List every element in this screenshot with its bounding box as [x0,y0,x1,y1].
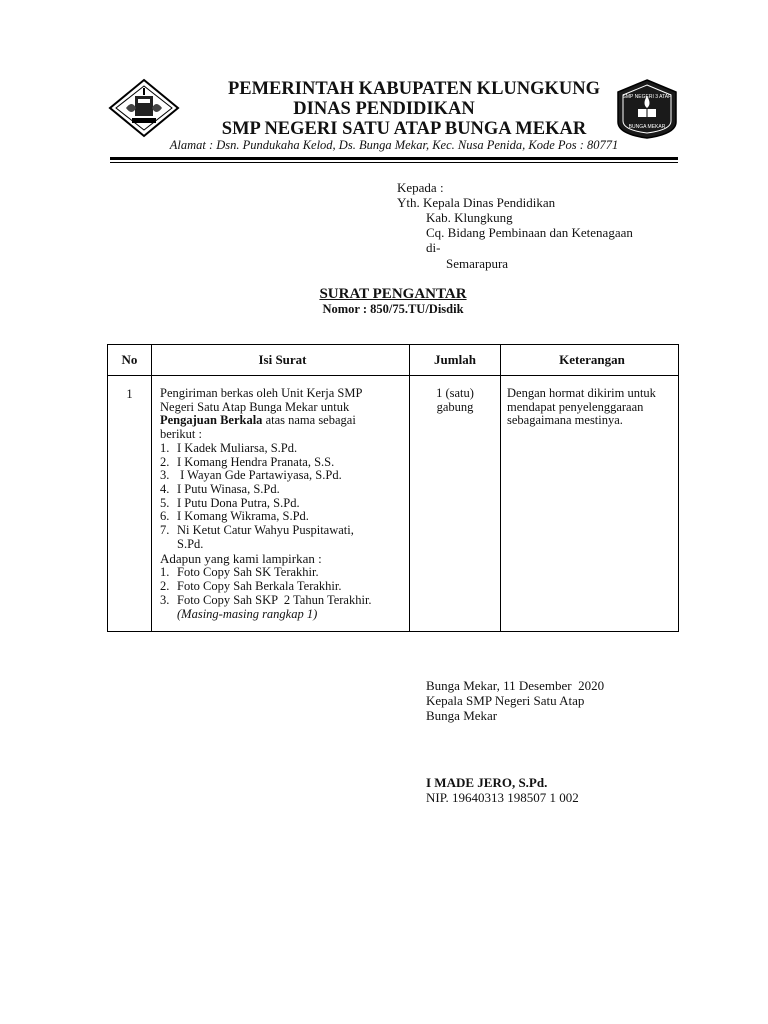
keterangan-line-1: Dengan hormat dikirim untuk [507,386,656,400]
isi-intro-3 [160,414,405,428]
keterangan-line-3: sebagaimana mestinya. [507,413,623,428]
attachments-note: (Masing-masing rangkap 1) [177,606,318,621]
cell-isi-surat [152,376,410,632]
jumlah-line-2: gabung [436,399,474,414]
list-item: 1. Foto Copy Sah SK Terakhir. [160,565,319,580]
table-header-row [108,345,679,376]
list-item: 3. Foto Copy Sah SKP 2 Tahun Terakhir. [160,592,372,607]
letterhead-line-1: PEMERINTAH KABUPATEN KLUNGKUNG [227,79,601,99]
signature-place-date: Bunga Mekar, 11 Desember 2020 [426,678,605,693]
list-item-continuation: S.Pd. [177,536,204,551]
signatory-nip: NIP. 19640313 198507 1 002 [426,790,579,805]
signature-position-1: Kepala SMP Negeri Satu Atap [426,693,585,708]
list-item: 2. I Komang Hendra Pranata, S.S. [160,454,335,469]
recipient-line-1: Yth. Kepala Dinas Pendidikan [397,195,556,210]
table-row [108,376,679,632]
header-keterangan: Keterangan [501,345,679,376]
list-item: 3. I Wayan Gde Partawiyasa, S.Pd. [160,468,342,483]
header-isi-surat: Isi Surat [152,345,410,376]
school-logo-bottom-text: BUNGA MEKAR [628,124,666,130]
list-item: 5. I Putu Dona Putra, S.Pd. [160,495,300,510]
cell-keterangan [501,376,679,632]
keterangan-line-2: mendapat penyelenggaraan [507,399,644,414]
isi-intro-3-rest: atas nama sebagai [262,413,356,428]
list-item: 1. I Kadek Muliarsa, S.Pd. [160,440,298,455]
recipient-line-3: Cq. Bidang Pembinaan dan Ketenagaan [426,225,633,240]
letterhead-line-3: SMP NEGERI SATU ATAP BUNGA MEKAR [221,119,587,139]
header-jumlah: Jumlah [410,345,501,376]
recipient-line-2: Kab. Klungkung [426,210,513,225]
letterhead-thin-rule [110,162,678,163]
letterhead-thick-rule [110,157,678,160]
isi-intro-4: berikut : [160,427,203,442]
recipient-line-4: di- [426,240,441,255]
letter-number: Nomor : 850/75.TU/Disdik [322,302,464,316]
recipient-to: Kepada : [397,180,444,195]
attachments-intro: Adapun yang kami lampirkan : [160,551,322,567]
isi-intro-1: Pengiriman berkas oleh Unit Kerja SMP [160,386,363,400]
signatory-name: I MADE JERO, S.Pd. [426,775,548,790]
cell-jumlah [410,376,501,632]
recipient-line-5: Semarapura [446,256,509,271]
letterhead-line-2: DINAS PENDIDIKAN [293,99,475,119]
signature-position-2: Bunga Mekar [426,708,498,723]
letter-table [107,344,679,632]
isi-intro-2: Negeri Satu Atap Bunga Mekar untuk [160,399,350,414]
list-item: 2. Foto Copy Sah Berkala Terakhir. [160,579,342,594]
list-item: 7. Ni Ketut Catur Wahyu Puspitawati, [160,523,354,538]
header-no: No [108,345,152,376]
jumlah-line-1: 1 (satu) [436,386,474,400]
cell-no: 1 [108,376,152,632]
list-item: 4. I Putu Winasa, S.Pd. [160,481,280,496]
letterhead-address: Alamat : Dsn. Pundukaha Kelod, Ds. Bunga Mekar, Kec. Nusa Penida, Kode Pos : 80771 [169,138,619,152]
letter-title: SURAT PENGANTAR [319,286,467,302]
isi-intro-3-bold: Pengajuan Berkala [160,413,263,428]
school-logo-top-text: SMP NEGERI 3 ATAP [622,94,672,100]
list-item: 6. I Komang Wikrama, S.Pd. [160,509,309,524]
